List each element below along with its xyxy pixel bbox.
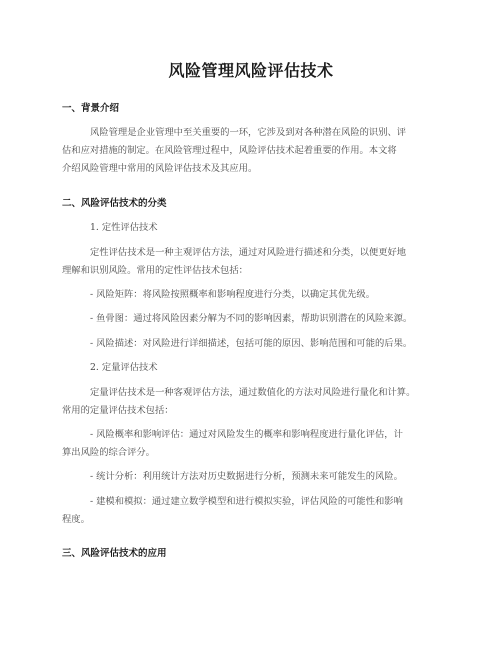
paragraph-line: 常用的定量评估技术包括： [62,405,174,416]
list-item: - 风险描述：对风险进行详细描述，包括可能的原因、影响范围和可能的后果。 [90,338,413,349]
list-item: - 风险矩阵：将风险按照概率和影响程度进行分类，以确定其优先级。 [90,289,376,300]
paragraph-line: 介绍风险管理中常用的风险评估技术及其应用。 [62,163,258,174]
section-heading-application: 三、风险评估技术的应用 [62,548,167,559]
list-item: - 建模和模拟：通过建立数学模型和进行模拟实验，评估风险的可能性和影响 [90,496,403,507]
section-heading-background: 一、背景介绍 [62,103,120,114]
list-item: - 风险概率和影响评估：通过对风险发生的概率和影响程度进行量化评估，计 [90,429,403,440]
list-item-continuation: 算出风险的综合评分。 [62,447,155,458]
list-item: - 鱼骨图：通过将风险因素分解为不同的影响因素，帮助识别潜在的风险来源。 [90,313,413,324]
paragraph-line: 理解和识别风险。常用的定性评估技术包括： [62,265,248,276]
list-item: - 统计分析：利用统计方法对历史数据进行分析，预测未来可能发生的风险。 [90,471,403,482]
list-item-continuation: 程度。 [62,514,90,525]
paragraph-line: 风险管理是企业管理中至关重要的一环，它涉及到对各种潜在风险的识别、评 [90,127,407,138]
paragraph-line: 定量评估技术是一种客观评估方法，通过数值化的方法对风险进行量化和计算。 [90,387,416,398]
paragraph-line: 估和应对措施的制定。在风险管理过程中，风险评估技术起着重要的作用。本文将 [62,145,397,156]
subsection-label-qualitative: 1. 定性评估技术 [90,222,158,233]
subsection-label-quantitative: 2. 定量评估技术 [90,362,158,373]
section-heading-classification: 二、风险评估技术的分类 [62,198,167,209]
paragraph-line: 定性评估技术是一种主观评估方法，通过对风险进行描述和分类，以便更好地 [90,247,407,258]
document-title: 风险管理风险评估技术 [168,61,334,80]
